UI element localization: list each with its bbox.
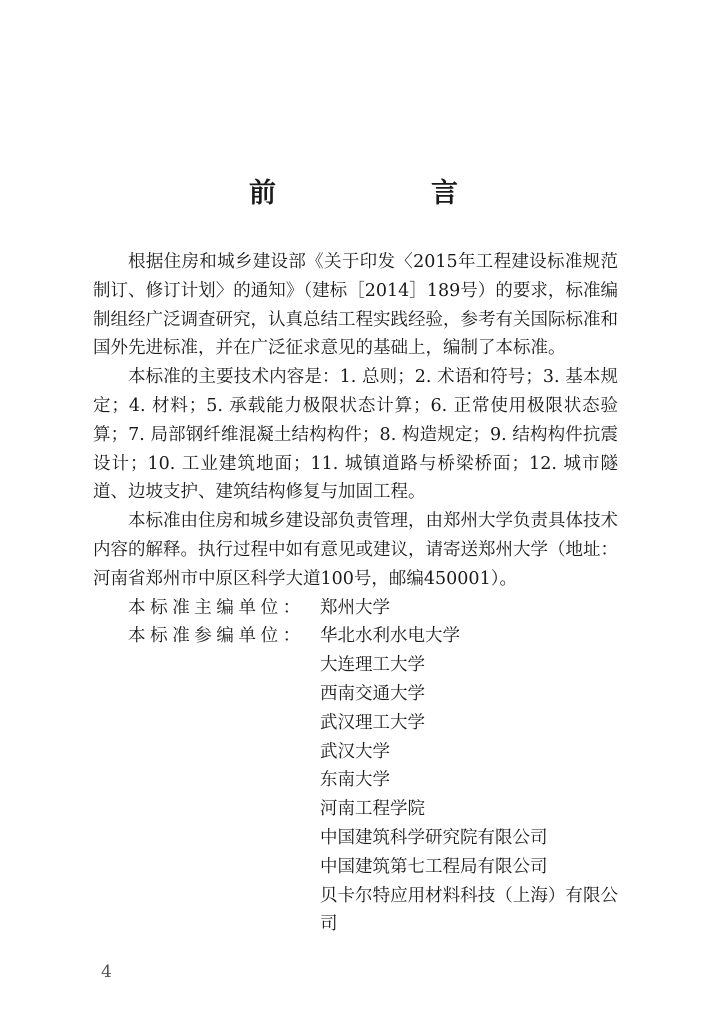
chief-unit-row: [93, 594, 618, 623]
participating-unit-row: [93, 622, 618, 651]
preface-body: [93, 248, 618, 939]
paragraph-management: 本标准由住房和城乡建设部负责管理，由郑州大学负责具体技术内容的解释。执行过程中如有意见或建议，请寄送郑州大学（地址：河南省郑州市中原区科学大道100号，邮编450001）。: [93, 511, 618, 589]
participating-unit-name: 西南交通大学: [320, 683, 425, 704]
page-number: 4: [101, 962, 112, 982]
participating-unit-name: 东南大学: [320, 770, 390, 791]
participating-unit-name: 河南工程学院: [320, 799, 425, 820]
participating-unit-label: 本标准参编单位：: [128, 626, 305, 647]
participating-unit-name: 大连理工大学: [320, 655, 425, 676]
participating-unit-name: 中国建筑科学研究院有限公司: [320, 827, 548, 848]
chief-unit-label: 本标准主编单位：: [128, 597, 305, 618]
paragraph-basis: 根据住房和城乡建设部《关于印发〈2015年工程建设标准规范制订、修订计划〉的通知》（建标［2014］189号）的要求，标准编制组经广泛调查研究，认真总结工程实践经验，参考有关国际标准和国外先进标准，并在广泛征求意见的基础上，编制了本标准。: [93, 252, 618, 359]
page-title: 前 言: [249, 178, 522, 209]
participating-unit-name: 武汉大学: [320, 741, 390, 762]
paragraph-contents: 本标准的主要技术内容是：1. 总则；2. 术语和符号；3. 基本规定；4. 材料；5. 承载能力极限状态计算；6. 正常使用极限状态验算；7. 局部钢纤维混凝土结构构件；8. 构造规定；9. 结构构件抗震设计；10. 工业建筑地面；11. 城镇道路与桥梁桥面；12. 城市隧道、边坡支护、建筑结构修复与加固工程。: [93, 367, 618, 503]
chief-unit-name: 郑州大学: [320, 597, 390, 618]
participating-unit-name: 华北水利水电大学: [320, 626, 460, 647]
participating-unit-name: 贝卡尔特应用材料科技（上海）有限公司: [320, 885, 618, 935]
participating-unit-name: 武汉理工大学: [320, 712, 425, 733]
participating-unit-name: 中国建筑第七工程局有限公司: [320, 856, 548, 877]
